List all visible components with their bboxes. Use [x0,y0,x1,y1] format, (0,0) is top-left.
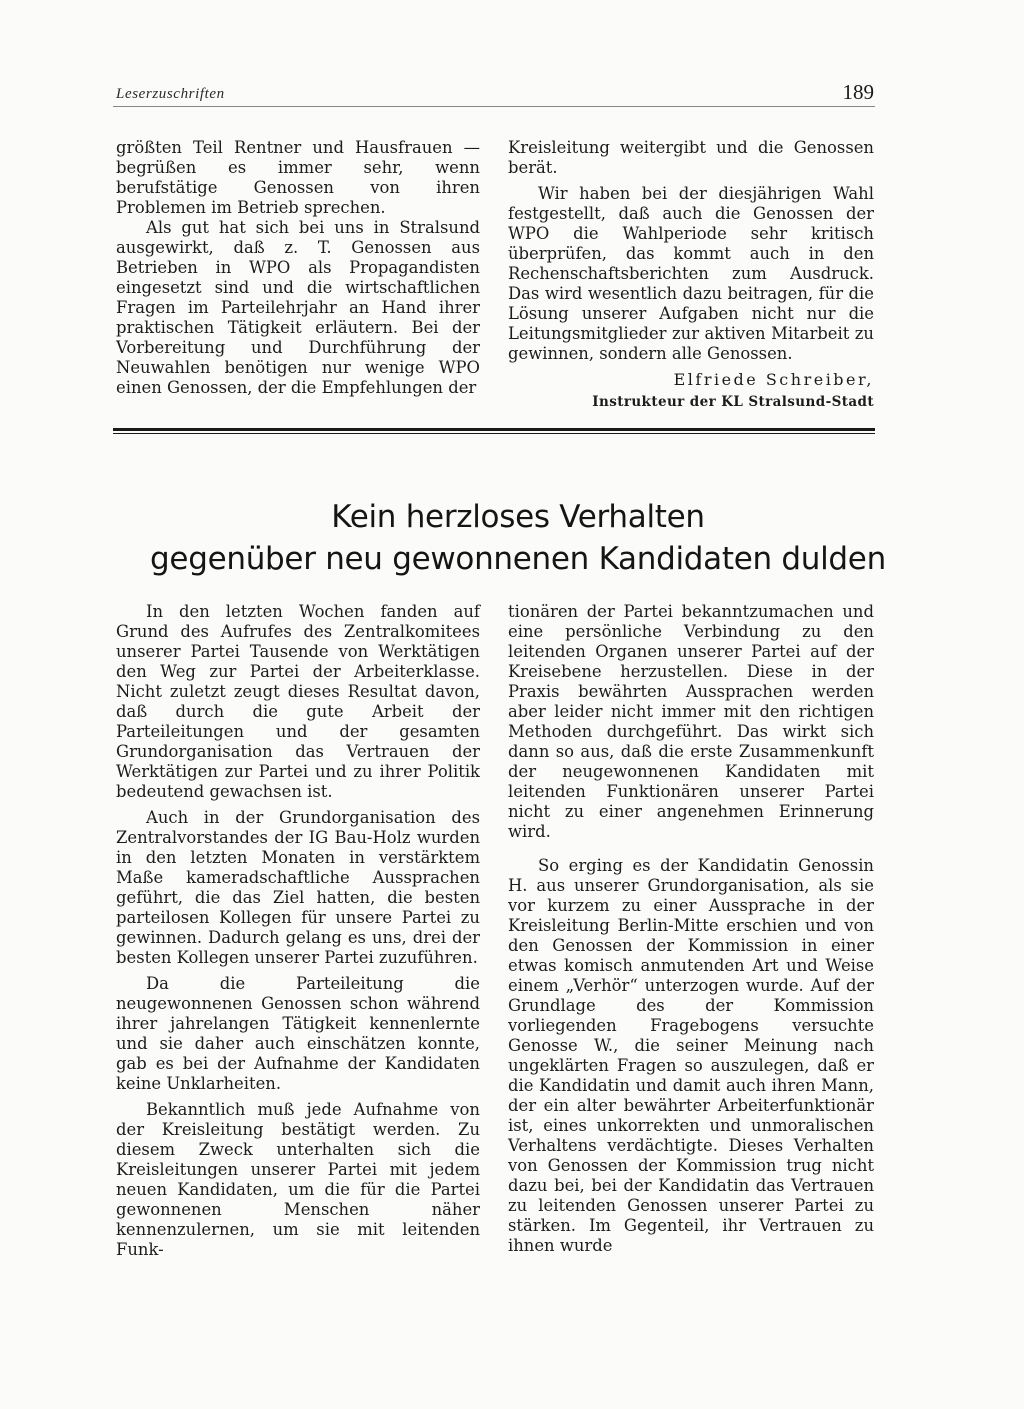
signature-role: Instrukteur der KL Stralsund-Stadt [592,394,874,410]
paragraph: größten Teil Rentner und Hausfrauen — begrüßen es immer sehr, wenn berufstätige Genossen von ihren Problemen im Betrieb sprechen. [116,138,480,217]
header-rule [113,106,875,107]
headline-line-1: Kein herzloses Verhalten [331,499,705,535]
article-headline [113,496,923,580]
section-divider [113,428,875,431]
paragraph: Auch in der Grundorganisation des Zentralvorstandes der IG Bau-Holz wurden in den letzten Monaten in verstärktem Maße kameradschaftliche Aussprachen geführt, die das Ziel hatten, die besten parteilosen Kollegen für unsere Partei zu gewinnen. Dadurch gelang es uns, drei der besten Kollegen unserer Partei zuzuführen. [116,808,480,967]
headline-line-2: gegenüber neu gewonnenen Kandidaten dulden [150,541,886,577]
signature-name: Elfriede Schreiber, [673,370,874,389]
article-column-right [508,602,874,1256]
article-column-left [116,602,480,1260]
letter-column-left [116,138,480,398]
paragraph: Bekanntlich muß jede Aufnahme von der Kreisleitung bestätigt werden. Zu diesem Zweck unterhalten sich die Kreisleitungen unserer Partei mit jedem neuen Kandidaten, um die für die Partei gewonnenen Menschen näher kennenzulernen, um sie mit leitenden Funk- [116,1100,480,1259]
section-divider-thin [113,433,875,434]
paragraph: So erging es der Kandidatin Genossin H. aus unserer Grundorganisation, als sie vor kurzem zu einer Aussprache in der Kreisleitung Berlin-Mitte erschien und von den Genossen der Kommission in einer etwas komisch anmutenden Art und Weise einem „Verhör“ unterzogen wurde. Auf der Grundlage des der Kommission vorliegenden Fragebogens versuchte Genosse W., die seiner Meinung nach ungeklärten Fragen so auszulegen, daß er die Kandidatin und damit auch ihren Mann, der ein alter bewährter Arbeiterfunktionär ist, eines unkorrekten und unmoralischen Verhaltens verdächtigte. Dieses Verhalten von Genossen der Kommission trug nicht dazu bei, bei der Kandidatin das Vertrauen zu leitenden Genossen unserer Partei zu stärken. Im Gegenteil, ihr Vertrauen zu ihnen wurde [508,856,874,1255]
paragraph: Wir haben bei der diesjährigen Wahl festgestellt, daß auch die Genossen der WPO die Wahlperiode sehr kritisch überprüfen, das kommt auch in den Rechenschaftsberichten zum Ausdruck. Das wird wesentlich dazu beitragen, für die Lösung unserer Aufgaben nicht nur die Leitungsmitglieder zur aktiven Mitarbeit zu gewinnen, sondern alle Genossen. [508,184,874,363]
paragraph: Da die Parteileitung die neugewonnenen Genossen schon während ihrer jahrelangen Tätigkeit kennenlernte und sie daher auch einschätzen konnte, gab es bei der Aufnahme der Kandidaten keine Unklarheiten. [116,974,480,1093]
letter-column-right [508,138,874,412]
paragraph: Als gut hat sich bei uns in Stralsund ausgewirkt, daß z. T. Genossen aus Betrieben in WPO als Propagandisten eingesetzt sind und die wirtschaftlichen Fragen im Parteilehrjahr an Hand ihrer praktischen Tätigkeit erläutern. Bei der Vorbereitung und Durchführung der Neuwahlen benötigen nur wenige WPO einen Genossen, der die Empfehlungen der [116,218,480,397]
running-head: Leserzuschriften [116,86,225,102]
paragraph: In den letzten Wochen fanden auf Grund des Aufrufes des Zentralkomitees unserer Partei Tausende von Werktätigen den Weg zur Partei der Arbeiterklasse. Nicht zuletzt zeugt dieses Resultat davon, daß durch die gute Arbeit der Parteileitungen und der gesamten Grundorganisation das Vertrauen der Werktätigen zur Partei und zu ihrer Politik bedeutend gewachsen ist. [116,602,480,801]
paragraph: Kreisleitung weitergibt und die Genossen berät. [508,138,874,177]
page-number: 189 [842,80,874,104]
paragraph: tionären der Partei bekanntzumachen und eine persönliche Verbindung zu den leitenden Organen unserer Partei auf der Kreisebene herzustellen. Diese in der Praxis bewährten Aussprachen werden aber leider nicht immer mit den richtigen Methoden durchgeführt. Das wirkt sich dann so aus, daß die erste Zusammenkunft der neugewonnenen Kandidaten mit leitenden Funktionären unserer Partei nicht zu einer angenehmen Erinnerung wird. [508,602,874,841]
